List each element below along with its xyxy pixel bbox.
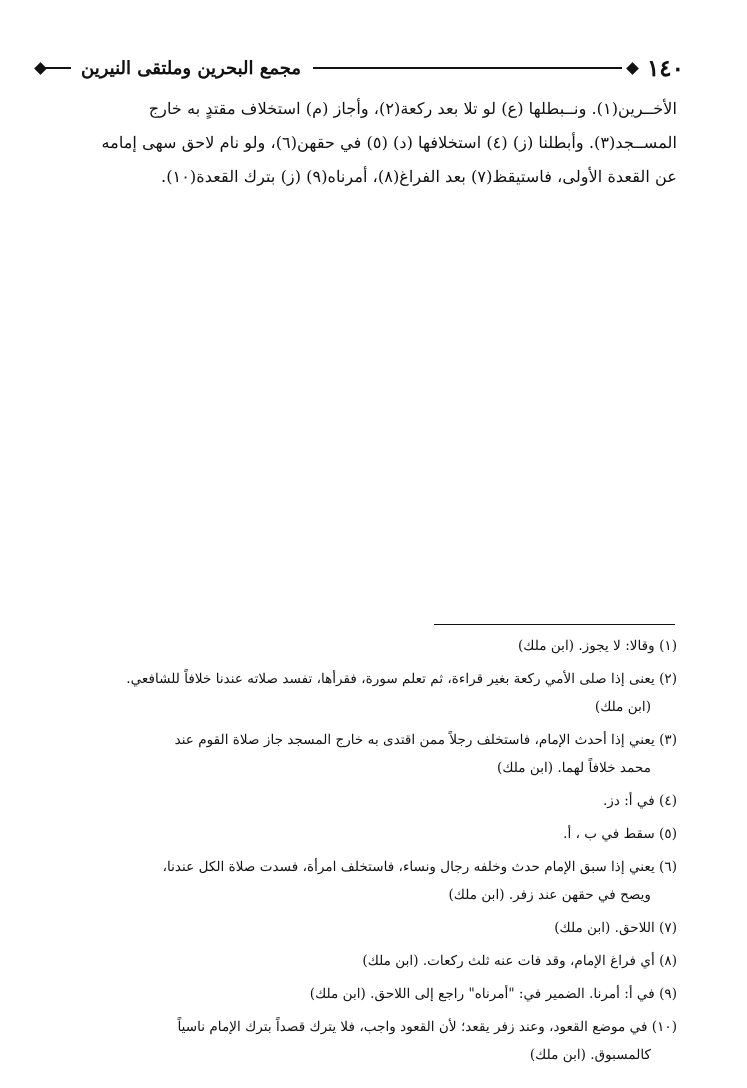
footnote-text: (١) وقالا: لا يجوز. (ابن ملك) <box>517 638 677 654</box>
footnote-separator <box>434 624 675 625</box>
footnote-continuation: (ابن ملك) <box>594 699 651 715</box>
page-header <box>36 52 684 84</box>
footnote <box>59 914 677 942</box>
footnote-text: (٢) يعنى إذا صلى الأمي ركعة بغير قراءة، ثم تعلم سورة، فقرأها، تفسد صلاته عندنا خلافاً للشافعي. <box>126 671 677 687</box>
diamond-ornament-icon <box>626 62 639 75</box>
footnote <box>59 980 677 1008</box>
footnote <box>59 665 677 721</box>
footnote-text: (٧) اللاحق. (ابن ملك) <box>554 920 677 936</box>
footnote <box>59 820 677 848</box>
footnote-text: (١٠) في موضع القعود، وعند زفر يقعد؛ لأن القعود واجب، فلا يترك قصداً بترك الإمام ناسياً <box>177 1019 677 1035</box>
footnote-text: (٣) يعني إذا أحدث الإمام، فاستخلف رجلاً ممن اقتدى به خارج المسجد جاز صلاة القوم عند <box>174 732 677 748</box>
footnote-continuation: محمد خلافاً لهما. (ابن ملك) <box>497 760 651 776</box>
main-text-line: الأخــرين(١). ونــبطلها (ع) لو تلا بعد ركعة(٢)، وأجاز (م) استخلاف مقتدٍ به خارج <box>148 99 677 118</box>
book-title: مجمع البحرين وملتقى النيرين <box>81 57 302 79</box>
main-text-line: المســجد(٣). وأبطلنا (ز) (٤) استخلافها (د) (٥) في حقهن(٦)، ولو نام لاحق سهى إمامه <box>101 133 677 152</box>
footnote-text: (٥) سقط في ب ، أ. <box>563 826 677 842</box>
footnote <box>59 787 677 815</box>
footnote-text: (٩) في أ: أمرنا. الضمير في: "أمرناه" راجع إلى اللاحق. (ابن ملك) <box>309 986 677 1002</box>
page-number: ١٤٠ <box>646 54 684 82</box>
footnote-continuation: كالمسبوق. (ابن ملك) <box>529 1047 651 1063</box>
header-rule-short <box>45 67 71 69</box>
main-text-line: عن القعدة الأولى، فاستيقظ(٧) بعد الفراغ(٨)، أمرناه(٩) (ز) بترك القعدة(١٠). <box>161 167 677 186</box>
diamond-ornament-icon <box>34 62 47 75</box>
footnote <box>59 947 677 975</box>
footnote-continuation: ويصح في حقهن عند زفر. (ابن ملك) <box>448 887 651 903</box>
footnote <box>59 853 677 909</box>
header-rule <box>313 67 622 69</box>
main-text <box>59 92 677 194</box>
footnote <box>59 726 677 782</box>
footnote-text: (٤) في أ: دز. <box>602 793 677 809</box>
footnote <box>59 1013 677 1069</box>
footnote-text: (٦) يعني إذا سبق الإمام حدث وخلفه رجال ونساء، فاستخلف امرأة، فسدت صلاة الكل عندنا، <box>162 859 677 875</box>
footnote <box>59 632 677 660</box>
footnote-text: (٨) أي فراغ الإمام، وقد فات عنه ثلث ركعات. (ابن ملك) <box>362 953 677 969</box>
footnotes <box>59 632 677 1074</box>
